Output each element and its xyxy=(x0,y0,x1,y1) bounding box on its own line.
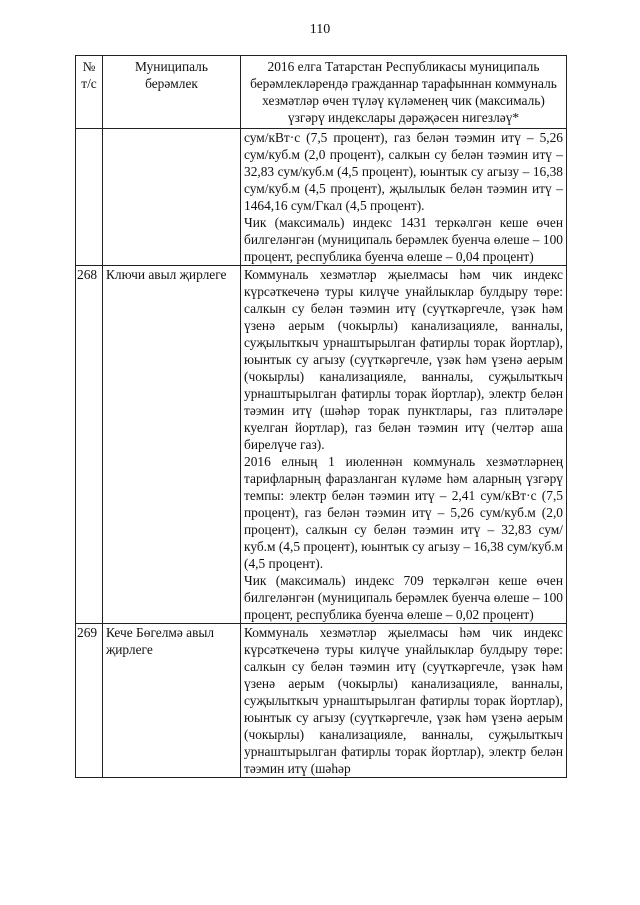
table-header-row xyxy=(76,56,567,129)
table-row xyxy=(76,129,567,266)
row-text xyxy=(241,624,567,778)
row-paragraph: сум/кВт·с (7,5 процент), газ белән тәэмин итү – 5,26 сум/куб.м (2,0 процент), салкын су белән тәэмин итү – 32,83 сум/куб.м (4,5 процент), юынтык су агызу – 16,38 сум/куб.м (4,5 процент), җылылык белән тәэмин итү – 1464,16 сум/Гкал (4,5 процент). xyxy=(244,130,563,213)
header-num: № т/с xyxy=(76,56,103,129)
table-row xyxy=(76,266,567,624)
row-paragraph: Коммуналь хезмәтләр җыелмасы һәм чик индекс күрсәткеченә туры килүче унайлыклар булдыру төре: салкын су белән тәэмин итү (суүткәргечле, үзәк һәм үзенә аерым (чокырлы) канализацияле, ванналы, суҗылыткыч урнаштырылган фатирлы торак йортлар), юынтык су агызу (суүткәргечле, үзәк һәм үзенә аерым (чокырлы) канализацияле, ванналы, суҗылыткыч урнаштырылган фатирлы торак йортлар), электр белән тәэмин итү (шәһәр торак пунктлары, газ плитәләре куелган йортлар), газ белән тәэмин итү (челтәр аша бирелүче газ). xyxy=(244,267,563,452)
row-municipality: Ключи авыл җирлеге xyxy=(103,266,241,624)
row-paragraph: 2016 елның 1 июленнән коммуналь хезмәтләрнең тарифларның фаразланган күләме һәм аларның үзгәрү темпы: электр белән тәэмин итү – 2,41 сум/кВт·с (7,5 процент), газ белән тәэмин итү – 5,26 сум/куб.м (2,0 процент), салкын су белән тәэмин итү – 32,83 сум/куб.м (4,5 процент), юынтык су агызу – 16,38 сум/куб.м (4,5 процент). xyxy=(244,454,563,571)
row-number xyxy=(76,129,103,266)
row-text xyxy=(241,266,567,624)
row-number: 268 xyxy=(76,266,103,624)
index-table xyxy=(75,55,567,778)
row-paragraph: Чик (максималь) индекс 1431 теркәлгән кеше өчен билгеләнгән (муниципаль берәмлек буенча өлеше – 100 процент, республика буенча өлеше – 0,04 процент) xyxy=(244,215,563,264)
row-text xyxy=(241,129,567,266)
row-paragraph: Чик (максималь) индекс 709 теркәлгән кеше өчен билгеләнгән (муниципаль берәмлек буенча өлеше – 100 процент, республика буенча өлеше – 0,02 процент) xyxy=(244,573,563,622)
page-number: 110 xyxy=(309,22,331,37)
row-municipality: Кече Бөгелмә авыл җирлеге xyxy=(103,624,241,778)
header-text: 2016 елга Татарстан Республикасы муниципаль берәмлекләрендә гражданнар тарафыннан коммуналь хезмәтләр өчен түләү күләменең чик (максималь) үзгәрү индекслары дәрәҗәсен нигезләү* xyxy=(241,56,567,129)
table-row xyxy=(76,624,567,778)
row-paragraph: Коммуналь хезмәтләр җыелмасы һәм чик индекс күрсәткеченә туры килүче унайлыклар булдыру төре: салкын су белән тәэмин итү (суүткәргечле, үзәк һәм үзенә аерым (чокырлы) канализацияле, ванналы, суҗылыткыч урнаштырылган фатирлы торак йортлар), юынтык су агызу (суүткәргечле, үзәк һәм үзенә аерым (чокырлы) канализацияле, ванналы, суҗылыткыч урнаштырылган фатирлы торак йортлар), электр белән тәэмин итү (шәһәр xyxy=(244,625,563,776)
row-number: 269 xyxy=(76,624,103,778)
header-municipality: Муниципаль берәмлек xyxy=(103,56,241,129)
row-municipality xyxy=(103,129,241,266)
